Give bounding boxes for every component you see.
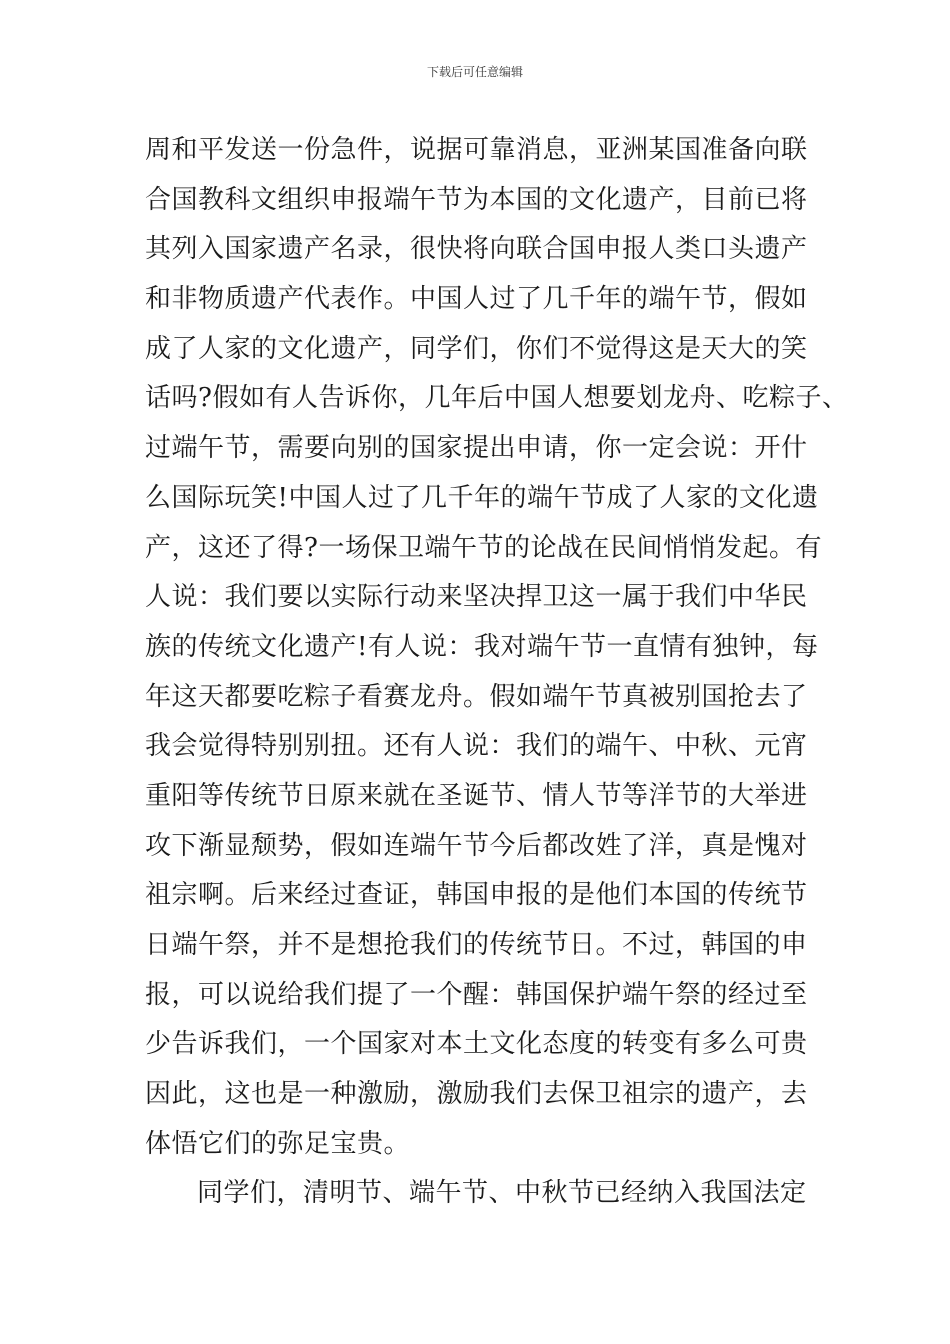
body-line: 体悟它们的弥足宝贵。 xyxy=(145,1128,411,1159)
body-line: 族的传统文化遗产!有人说：我对端午节一直情有独钟，每 xyxy=(145,631,819,662)
document-body xyxy=(145,126,849,1219)
body-line: 成了人家的文化遗产，同学们，你们不觉得这是天大的笑 xyxy=(145,333,808,364)
body-line: 我会觉得特别别扭。还有人说：我们的端午、中秋、元宵 xyxy=(145,731,808,762)
body-line: 话吗?假如有人告诉你，几年后中国人想要划龙舟、吃粽子、 xyxy=(145,383,849,414)
body-line: 祖宗啊。后来经过查证，韩国申报的是他们本国的传统节 xyxy=(145,880,808,911)
body-line: 合国教科文组织申报端午节为本国的文化遗产，目前已将 xyxy=(145,184,808,215)
body-line: 因此，这也是一种激励，激励我们去保卫祖宗的遗产，去 xyxy=(145,1079,808,1110)
body-line: 报，可以说给我们提了一个醒：韩国保护端午祭的经过至 xyxy=(145,979,808,1010)
body-line: 周和平发送一份急件，说据可靠消息，亚洲某国准备向联 xyxy=(145,135,808,165)
body-line: 重阳等传统节日原来就在圣诞节、情人节等洋节的大举进 xyxy=(145,780,808,811)
paragraph-start-line: 同学们，清明节、端午节、中秋节已经纳入我国法定 xyxy=(197,1178,807,1209)
body-line: 产，这还了得?一场保卫端午节的论战在民间悄悄发起。有 xyxy=(145,532,822,563)
body-line: 过端午节，需要向别的国家提出申请，你一定会说：开什 xyxy=(145,433,808,464)
body-line: 人说：我们要以实际行动来坚决捍卫这一属于我们中华民 xyxy=(145,582,808,613)
body-line: 么国际玩笑!中国人过了几千年的端午节成了人家的文化遗 xyxy=(145,482,819,513)
body-line: 攻下渐显颓势，假如连端午节今后都改姓了洋，真是愧对 xyxy=(145,830,808,861)
body-line: 日端午祭，并不是想抢我们的传统节日。不过，韩国的申 xyxy=(145,930,808,960)
body-line: 少告诉我们，一个国家对本土文化态度的转变有多么可贵 xyxy=(145,1029,808,1060)
body-line: 和非物质遗产代表作。中国人过了几千年的端午节，假如 xyxy=(145,284,808,315)
body-line: 年这天都要吃粽子看赛龙舟。假如端午节真被别国抢去了 xyxy=(145,681,808,712)
body-line: 其列入国家遗产名录，很快将向联合国申报人类口头遗产 xyxy=(145,234,808,265)
page-header: 下载后可任意编辑 xyxy=(426,65,523,79)
